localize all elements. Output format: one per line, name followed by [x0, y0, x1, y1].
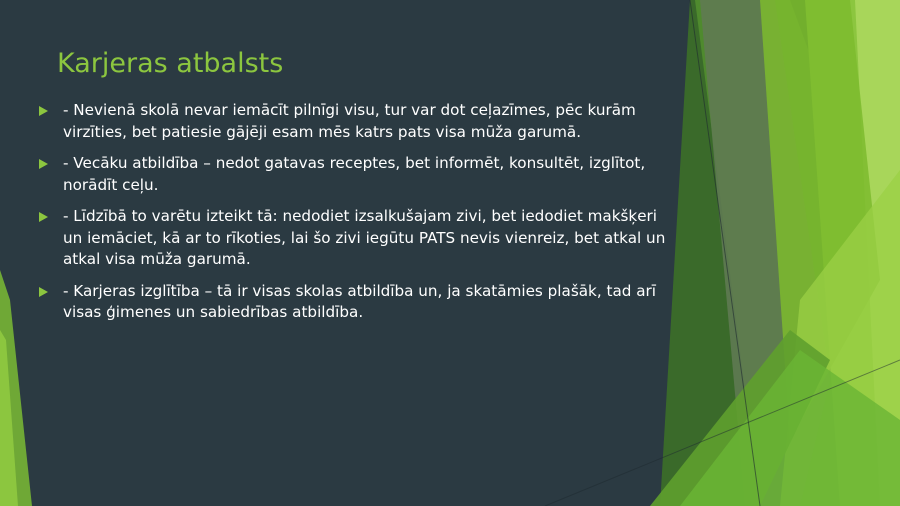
triangle-bullet-icon: [39, 287, 48, 297]
list-item: [36, 153, 676, 196]
bullet-text: - Līdzībā to varētu izteikt tā: nedodiet izsalkušajam zivi, bet iedodiet makšķeri un iemāciet, kā ar to rīkoties, lai šo zivi iegūtu PATS nevis vienreiz, bet atkal un atkal visa mūža garumā.: [63, 207, 666, 268]
list-item: [36, 281, 676, 324]
list-item: [36, 206, 676, 271]
slide-title: Karjeras atbalsts: [57, 48, 284, 79]
triangle-bullet-icon: [39, 159, 48, 169]
bullet-text: - Karjeras izglītība – tā ir visas skolas atbildība un, ja skatāmies plašāk, tad arī visas ģimenes un sabiedrības atbildība.: [63, 281, 657, 321]
triangle-bullet-icon: [39, 212, 48, 222]
bullet-text: - Nevienā skolā nevar iemācīt pilnīgi visu, tur var dot ceļazīmes, pēc kurām virzīties, bet patiesie gājēji esam mēs katrs pats visa mūža garumā.: [63, 101, 636, 141]
bullet-list: [36, 100, 676, 334]
triangle-bullet-icon: [39, 106, 48, 116]
bullet-text: - Vecāku atbildība – nedot gatavas receptes, bet informēt, konsultēt, izglītot, norādīt ceļu.: [63, 154, 646, 194]
list-item: [36, 100, 676, 143]
